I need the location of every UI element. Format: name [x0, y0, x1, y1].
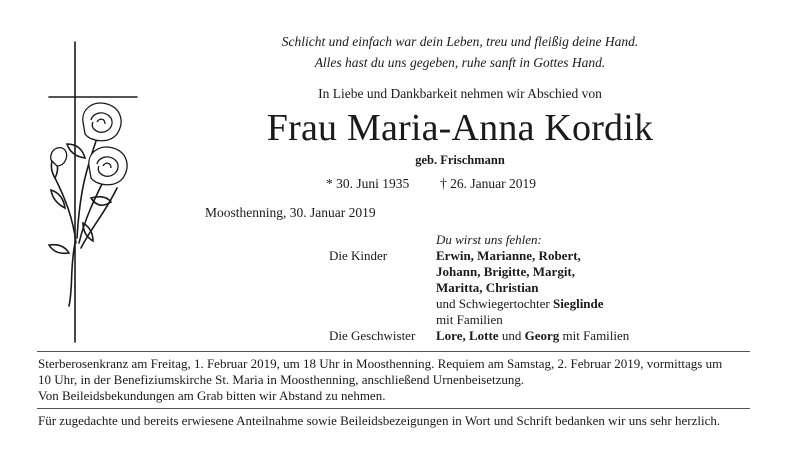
siblings-und: und: [501, 328, 522, 343]
notice-line-1: Sterberosenkranz am Freitag, 1. Februar 2019, um 18 Uhr in Moosthenning. Requiem am Samstag, 2. Februar 2019, vormittags um: [38, 356, 723, 371]
notice-line-3: Von Beileidsbekundungen am Grab bitten wir Abstand zu nehmen.: [38, 388, 386, 403]
siblings-suffix: mit Familien: [562, 328, 630, 343]
siblings-label: Die Geschwister: [329, 328, 416, 343]
death-date-value: 26. Januar 2019: [450, 176, 536, 191]
notice-line-2: 10 Uhr, in der Benefiziumskirche St. Maria in Moosthenning, anschließend Urnenbeisetzung.: [38, 372, 525, 387]
birth-name: geb. Frischmann: [415, 153, 505, 167]
poem-line-2: Alles hast du uns gegeben, ruhe sanft in Gottes Hand.: [314, 55, 606, 70]
divider-top: [37, 351, 750, 352]
intro-text: In Liebe und Dankbarkeit nehmen wir Abschied von: [318, 86, 602, 101]
death-date: [440, 176, 536, 192]
thanks-text: Für zugedachte und bereits erwiesene Anteilnahme sowie Beileidsbezeigungen in Wort und Schrift bedanken wir uns sehr herzlich.: [38, 413, 721, 428]
death-symbol: †: [440, 176, 447, 191]
birth-date: [326, 176, 409, 192]
place-date: Moosthenning, 30. Januar 2019: [205, 205, 376, 220]
in-law-line: [436, 296, 604, 312]
siblings-line: [436, 328, 629, 344]
in-law-prefix: und Schwiegertochter: [436, 296, 550, 311]
mourners-heading: Du wirst uns fehlen:: [436, 232, 542, 247]
deceased-name: Frau Maria-Anna Kordik: [266, 107, 654, 149]
cross-with-roses-icon: [25, 38, 155, 348]
birth-date-value: 30. Juni 1935: [336, 176, 410, 191]
poem-line-1: Schlicht und einfach war dein Leben, treu und fleißig deine Hand.: [281, 34, 639, 49]
siblings-name-1: Lore, Lotte: [436, 328, 499, 343]
divider-bottom: [37, 408, 750, 409]
children-line-3: Maritta, Christian: [436, 280, 539, 295]
children-label: Die Kinder: [329, 248, 388, 263]
siblings-name-2: Georg: [524, 328, 560, 343]
birth-symbol: *: [326, 176, 333, 191]
children-line-1: Erwin, Marianne, Robert,: [436, 248, 581, 263]
in-law-name: Sieglinde: [552, 296, 604, 311]
children-line-2: Johann, Brigitte, Margit,: [436, 264, 576, 279]
families-line: mit Familien: [436, 312, 503, 327]
